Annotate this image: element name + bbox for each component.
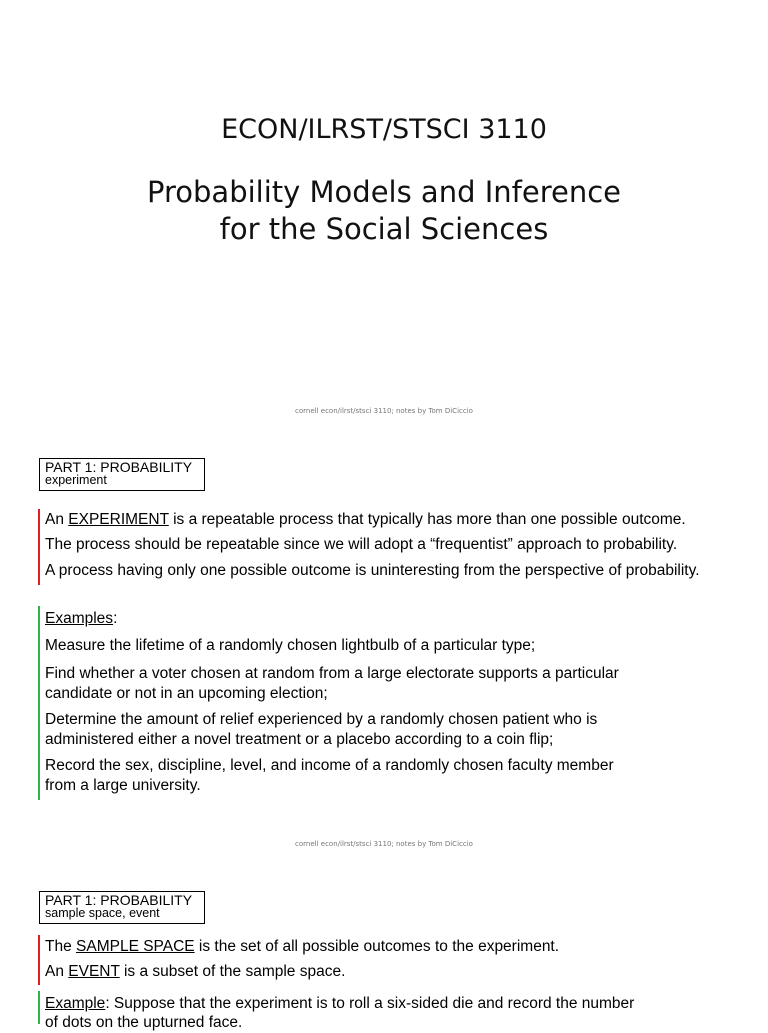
example-accent-bar	[38, 991, 40, 1024]
slide-footer: cornell econ/ilrst/stsci 3110; notes by Tom DiCiccio	[295, 840, 473, 848]
example-die-line-1	[45, 994, 634, 1014]
definition-accent-bar	[38, 509, 40, 585]
definition-text: is a repeatable process that typically has more than one possible outcome.	[168, 511, 686, 528]
example-die-text: : Suppose that the experiment is to roll a six-sided die and record the number	[105, 995, 635, 1012]
definition-prefix: An	[45, 511, 69, 528]
definition-accent-bar	[38, 935, 40, 985]
definition-line-experiment	[45, 510, 686, 530]
example-patient	[45, 710, 597, 749]
part-subtitle: experiment	[45, 473, 107, 487]
example-patient-line-2: administered either a novel treatment or a placebo according to a coin flip;	[45, 730, 554, 748]
definition-text: is a subset of the sample space.	[119, 963, 346, 980]
part-header-box	[39, 458, 205, 491]
examples-accent-bar	[38, 606, 40, 800]
examples-heading-text: Examples	[45, 610, 114, 627]
examples-heading-colon: :	[113, 610, 118, 627]
term-sample-space: SAMPLE SPACE	[76, 938, 195, 955]
course-title	[0, 174, 768, 248]
definition-prefix: An	[45, 963, 69, 980]
course-number: ECON/ILRST/STSCI 3110	[221, 114, 547, 145]
example-heading: Example	[45, 995, 106, 1012]
example-patient-line-1: Determine the amount of relief experienced by a randomly chosen patient who is	[45, 711, 598, 728]
example-faculty-line-2: from a large university.	[45, 776, 201, 794]
course-title-line-1: Probability Models and Inference	[147, 175, 621, 209]
term-event: EVENT	[68, 963, 120, 980]
examples-heading	[45, 609, 117, 629]
example-faculty	[45, 756, 614, 795]
part-title: PART 1: PROBABILITY	[45, 459, 193, 475]
definition-prefix: The	[45, 938, 77, 955]
example-lightbulb: Measure the lifetime of a randomly chosen lightbulb of a particular type;	[45, 637, 536, 654]
example-faculty-line-1: Record the sex, discipline, level, and income of a randomly chosen faculty member	[45, 757, 614, 774]
course-title-line-2: for the Social Sciences	[219, 212, 549, 246]
part-title: PART 1: PROBABILITY	[45, 892, 193, 908]
example-voter	[45, 664, 619, 703]
example-voter-line-2: candidate or not in an upcoming election;	[45, 684, 328, 702]
definition-text: is the set of all possible outcomes to the experiment.	[194, 938, 560, 955]
example-voter-line-1: Find whether a voter chosen at random from a large electorate supports a particular	[45, 665, 619, 682]
definition-line-sample-space	[45, 937, 559, 957]
term-experiment: EXPERIMENT	[68, 511, 169, 528]
example-die-line-2: of dots on the upturned face.	[45, 1014, 243, 1031]
definition-line-event	[45, 962, 345, 982]
definition-line-one-outcome: A process having only one possible outcome is uninteresting from the perspective of probability.	[45, 562, 700, 579]
definition-line-repeatable: The process should be repeatable since we will adopt a “frequentist” approach to probability.	[45, 536, 678, 553]
part-subtitle: sample space, event	[45, 906, 160, 920]
slide-footer: cornell econ/ilrst/stsci 3110; notes by Tom DiCiccio	[295, 407, 473, 415]
part-header-box	[39, 891, 205, 924]
